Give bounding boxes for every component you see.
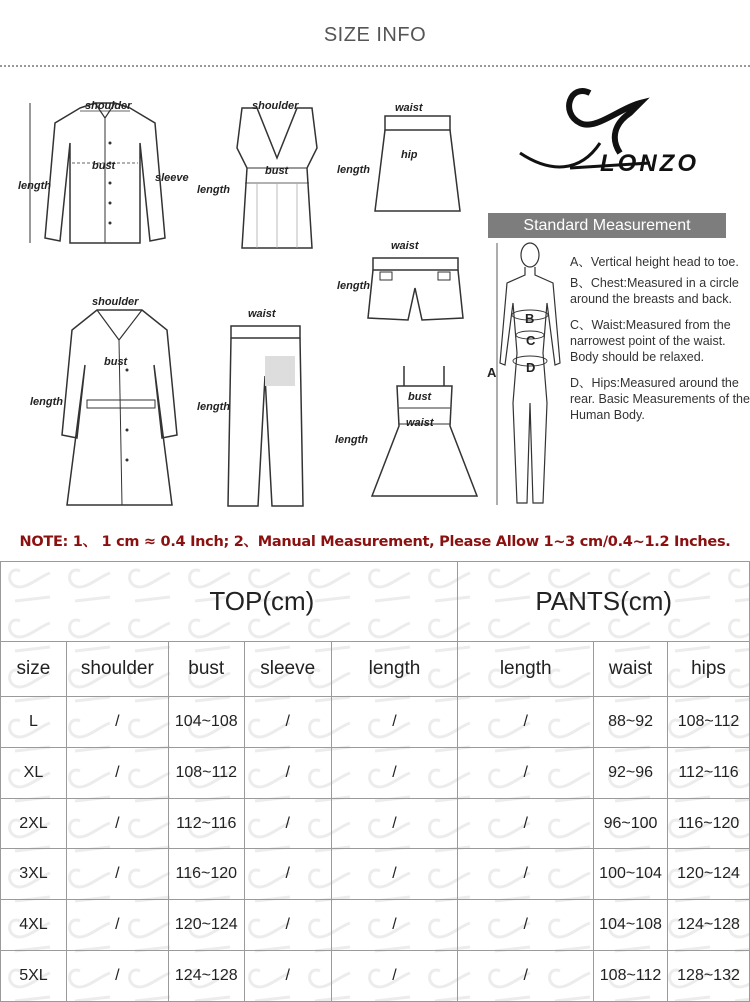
cell-hips: 128~132 — [668, 951, 750, 1002]
shirt-bust-label: bust — [92, 160, 116, 172]
note-c: C、Waist:Measured from the narrowest point of the waist. Body should be relaxed. — [570, 318, 731, 364]
cell-pants-length: / — [458, 849, 594, 900]
cell-hips: 112~116 — [668, 747, 750, 798]
cell-waist: 100~104 — [594, 849, 668, 900]
table-row — [1, 900, 750, 951]
cell-top-length: / — [331, 798, 458, 849]
vest-bust-label: bust — [265, 165, 289, 177]
note-b: B、Chest:Measured in a circle around the breasts and back. — [570, 276, 739, 306]
pants-header: PANTS(cm) — [458, 562, 750, 642]
cell-sleeve: / — [244, 951, 331, 1002]
skirt-hip-label: hip — [401, 149, 418, 161]
figure-letter-a: A — [487, 365, 497, 380]
cell-pants-length: / — [458, 900, 594, 951]
table-row — [1, 747, 750, 798]
col-header-bust: bust — [168, 642, 244, 697]
shorts-diagram — [368, 258, 463, 328]
table-row — [1, 849, 750, 900]
cell-waist: 108~112 — [594, 951, 668, 1002]
cell-bust: 104~108 — [168, 697, 244, 748]
cell-shoulder: / — [66, 747, 168, 798]
brand-logo-text: LONZO — [600, 150, 699, 177]
table-row — [1, 951, 750, 1002]
size-table — [0, 561, 750, 1002]
shorts-length-label: length — [337, 280, 370, 292]
cell-waist: 104~108 — [594, 900, 668, 951]
coat-shoulder-label: shoulder — [92, 296, 139, 308]
skirt-length-label: length — [337, 164, 370, 176]
dotted-divider — [0, 65, 750, 67]
measurement-diagrams — [0, 78, 750, 518]
cell-size: 4XL — [1, 900, 67, 951]
col-header-hips: hips — [668, 642, 750, 697]
skirt-diagram — [375, 116, 460, 216]
cell-hips: 108~112 — [668, 697, 750, 748]
figure-letter-d: D — [526, 360, 536, 375]
cell-shoulder: / — [66, 951, 168, 1002]
cell-pants-length: / — [458, 747, 594, 798]
table-row — [1, 697, 750, 748]
note-a: A、Vertical height head to toe. — [570, 255, 739, 269]
lonzo-logo — [500, 83, 720, 203]
vest-diagram — [232, 108, 322, 253]
cell-top-length: / — [331, 900, 458, 951]
cell-hips: 124~128 — [668, 900, 750, 951]
shorts-waist-label: waist — [391, 240, 419, 252]
pants-diagram — [228, 326, 303, 511]
measurement-notes — [570, 254, 750, 433]
col-header-sleeve: sleeve — [244, 642, 331, 697]
cell-pants-length: / — [458, 798, 594, 849]
pants-waist-label: waist — [248, 308, 276, 320]
cell-size: 3XL — [1, 849, 67, 900]
cell-top-length: / — [331, 849, 458, 900]
dress-diagram — [372, 366, 477, 506]
cell-bust: 120~124 — [168, 900, 244, 951]
cell-waist: 92~96 — [594, 747, 668, 798]
cell-shoulder: / — [66, 697, 168, 748]
dress-bust-label: bust — [408, 391, 432, 403]
vest-length-label: length — [197, 184, 230, 196]
cell-hips: 116~120 — [668, 798, 750, 849]
col-header-size: size — [1, 642, 67, 697]
dress-waist-label: waist — [406, 417, 434, 429]
coat-bust-label: bust — [104, 356, 128, 368]
figure-letter-c: C — [526, 333, 536, 348]
note-d: D、Hips:Measured around the rear. Basic Measurements of the Human Body. — [570, 376, 750, 422]
cell-sleeve: / — [244, 798, 331, 849]
coat-diagram — [62, 310, 177, 510]
vest-shoulder-label: shoulder — [252, 100, 299, 112]
standard-measurement-bar: Standard Measurement — [488, 213, 726, 238]
body-figure — [495, 243, 565, 513]
cell-top-length: / — [331, 747, 458, 798]
cell-bust: 124~128 — [168, 951, 244, 1002]
cell-shoulder: / — [66, 900, 168, 951]
cell-bust: 112~116 — [168, 798, 244, 849]
shirt-diagram — [40, 103, 170, 253]
cell-shoulder: / — [66, 798, 168, 849]
col-header-shoulder: shoulder — [66, 642, 168, 697]
page-title: SIZE INFO — [323, 24, 427, 46]
cell-shoulder: / — [66, 849, 168, 900]
cell-hips: 120~124 — [668, 849, 750, 900]
coat-length-label: length — [30, 396, 63, 408]
cell-waist: 96~100 — [594, 798, 668, 849]
cell-waist: 88~92 — [594, 697, 668, 748]
cell-sleeve: / — [244, 900, 331, 951]
shirt-length-label: length — [18, 180, 51, 192]
cell-size: 5XL — [1, 951, 67, 1002]
table-row — [1, 798, 750, 849]
cell-pants-length: / — [458, 951, 594, 1002]
pants-length-label: length — [197, 401, 230, 413]
cell-size: XL — [1, 747, 67, 798]
cell-bust: 108~112 — [168, 747, 244, 798]
cell-pants-length: / — [458, 697, 594, 748]
cell-top-length: / — [331, 951, 458, 1002]
note-line: NOTE: 1、 1 cm ≈ 0.4 Inch; 2、Manual Measurement, Please Allow 1~3 cm/0.4~1.2 Inches. — [19, 534, 731, 550]
size-header-blank — [1, 562, 67, 642]
cell-size: L — [1, 697, 67, 748]
shirt-sleeve-label: sleeve — [155, 172, 189, 184]
figure-letter-b: B — [525, 311, 535, 326]
cell-bust: 116~120 — [168, 849, 244, 900]
skirt-waist-label: waist — [395, 102, 423, 114]
cell-size: 2XL — [1, 798, 67, 849]
shirt-shoulder-label: shoulder — [85, 100, 132, 112]
top-header: TOP(cm) — [66, 562, 457, 642]
cell-sleeve: / — [244, 849, 331, 900]
cell-sleeve: / — [244, 697, 331, 748]
col-header-top-length: length — [331, 642, 458, 697]
col-header-pants-length: length — [458, 642, 594, 697]
dress-length-label: length — [335, 434, 368, 446]
col-header-waist: waist — [594, 642, 668, 697]
cell-top-length: / — [331, 697, 458, 748]
cell-sleeve: / — [244, 747, 331, 798]
